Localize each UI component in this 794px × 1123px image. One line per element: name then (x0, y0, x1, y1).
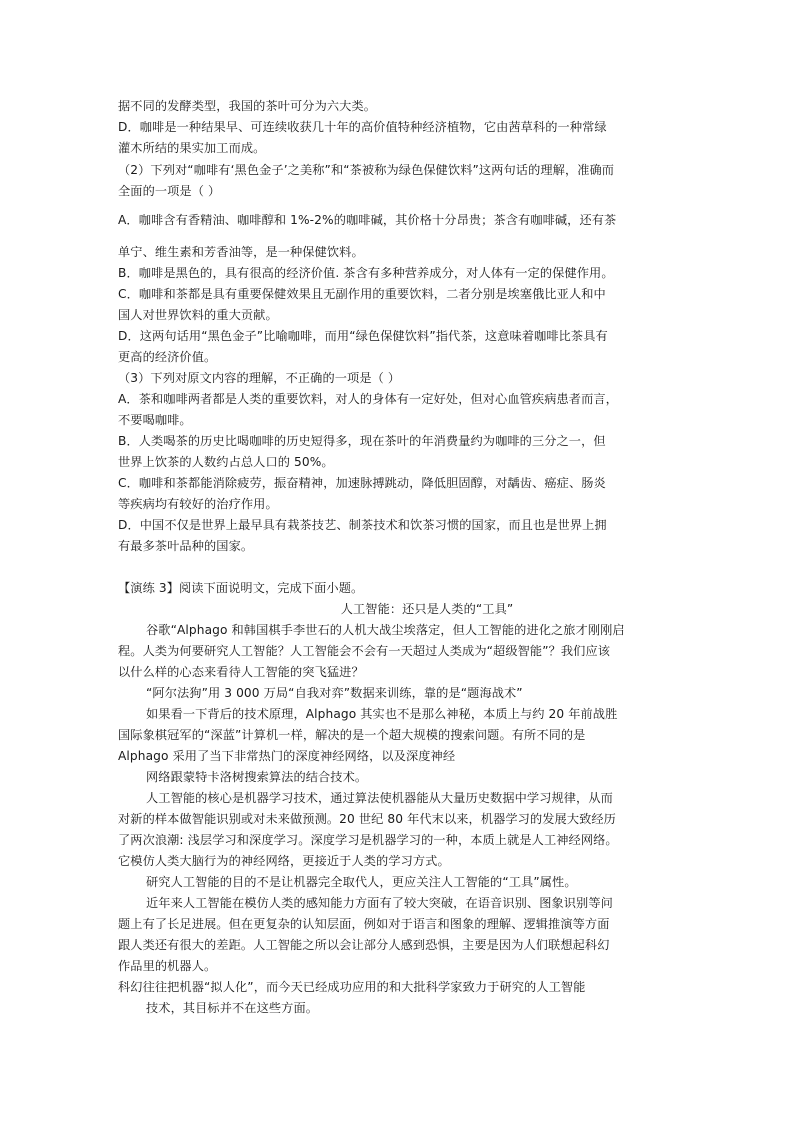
text-line: 如果看一下背后的技术原理，Alphago 其实也不是那么神秘，本质上与约 20 年前战胜 (146, 707, 618, 721)
text-line: “阿尔法狗”用 3 000 万局“自我对弈”数据来训练，靠的是“题海战术” (146, 686, 523, 700)
text-line: D．中国不仅是世界上最早具有栽茶技艺、制茶技术和饮茶习惯的国家，而且也是世界上拥 (118, 518, 607, 532)
text-line: 等疾病均有较好的治疗作用。 (118, 497, 278, 511)
text-line: 国人对世界饮料的重大贡献。 (118, 308, 278, 322)
text-line: 谷歌“Alphago 和韩国棋手李世石的人机大战尘埃落定，但人工智能的进化之旅才刚刚启 (146, 623, 625, 637)
text-line: 对新的样本做智能识别或对未来做预测。20 世纪 80 年代末以来，机器学习的发展大致经历 (118, 812, 616, 826)
text-line: （3）下列对原文内容的理解，不正确的一项是（ ） (118, 371, 401, 385)
text-line: D．这两句话用“黑色金子”比喻咖啡，而用“绿色保健饮料”指代茶，这意味着咖啡比茶具有 (118, 329, 608, 343)
text-line: C．咖啡和茶都能消除疲劳，振奋精神，加速脉搏跳动，降低胆固醇，对龋齿、癌症、肠炎 (118, 476, 606, 490)
text-line: 作品里的机器人。 (118, 959, 217, 973)
text-line: 程。人类为何要研究人工智能？人工智能会不会有一天超过人类成为“超级智能”？我们应该 (118, 644, 611, 658)
text-line: D．咖啡是一种结果早、可连续收获几十年的高价值特种经济植物，它由茜草科的一种常绿 (118, 120, 607, 134)
text-line: A．茶和咖啡两者都是人类的重要饮料，对人的身体有一定好处，但对心血管疾病患者而言， (118, 392, 618, 406)
text-line: 研究人工智能的目的不是让机器完全取代人，更应关注人工智能的“工具”属性。 (146, 875, 577, 889)
text-line: 人工智能的核心是机器学习技术，通过算法使机器能从大量历史数据中学习规律，从而 (146, 791, 613, 805)
text-line: C．咖啡和茶都是具有重要保健效果且无副作用的重要饮料，二者分别是埃塞俄比亚人和中 (118, 287, 606, 301)
text-line: A．咖啡含有香精油、咖啡醇和 1%-2%的咖啡碱，其价格十分昂贵；茶含有咖啡碱，还有茶 (118, 213, 617, 227)
text-line: 有最多茶叶品种的国家。 (118, 539, 254, 553)
text-line: 世界上饮茶的人数约占总人口的 50%。 (118, 455, 334, 469)
text-line: 不要喝咖啡。 (118, 413, 192, 427)
text-line: 科幻往往把机器“拟人化”，而今天已经成功应用的和大批科学家致力于研究的人工智能 (118, 980, 586, 994)
text-line: 网络跟蒙特卡洛树搜索算法的结合技术。 (146, 770, 368, 784)
text-line: 题上有了长足进展。但在更复杂的认知层面，例如对于语言和图象的理解、逻辑推演等方面 (118, 917, 610, 931)
text-line: 国际象棋冠军的“深蓝”计算机一样，解决的是一个超大规模的搜索问题。有所不同的是 (118, 728, 586, 742)
text-line: 了两次浪潮: 浅层学习和深度学习。深度学习是机器学习的一种，本质上就是人工神经网络。 (118, 833, 618, 847)
article-title: 人工智能：还只是人类的“工具” (340, 602, 514, 616)
text-line: 单宁、维生素和芳香油等，是一种保健饮料。 (118, 245, 364, 259)
section-heading: 【演练 3】阅读下面说明文，完成下面小题。 (118, 581, 364, 595)
text-line: B．人类喝茶的历史比喝咖啡的历史短得多，现在茶叶的年消费量约为咖啡的三分之一，但 (118, 434, 606, 448)
text-line: 据不同的发酵类型，我国的茶叶可分为六大类。 (118, 99, 377, 113)
text-line: Alphago 采用了当下非常热门的深度神经网络，以及深度神经 (118, 749, 456, 763)
text-line: 它模仿人类大脑行为的神经网络，更接近于人类的学习方式。 (118, 854, 450, 868)
text-line: 灌木所结的果实加工而成。 (118, 141, 266, 155)
text-line: 更高的经济价值。 (118, 350, 217, 364)
text-line: （2）下列对“咖啡有‘黑色金子’之美称”和“茶被称为绿色保健饮料”这两句话的理解，准确而 (118, 163, 615, 177)
text-line: B．咖啡是黑色的，具有很高的经济价值. 茶含有多种营养成分，对人体有一定的保健作用。 (118, 266, 614, 280)
text-line: 近年来人工智能在模仿人类的感知能力方面有了较大突破，在语音识别、图象识别等问 (146, 896, 613, 910)
text-line (118, 1020, 678, 1038)
text-line: 技术，其目标并不在这些方面。 (146, 1001, 319, 1015)
text-line: 全面的一项是（ ） (118, 184, 221, 198)
text-line: 以什么样的心态来看待人工智能的突飞猛进？ (118, 665, 364, 679)
text-line: 跟人类还有很大的差距。人工智能之所以会让部分人感到恐惧，主要是因为人们联想起科幻 (118, 938, 610, 952)
